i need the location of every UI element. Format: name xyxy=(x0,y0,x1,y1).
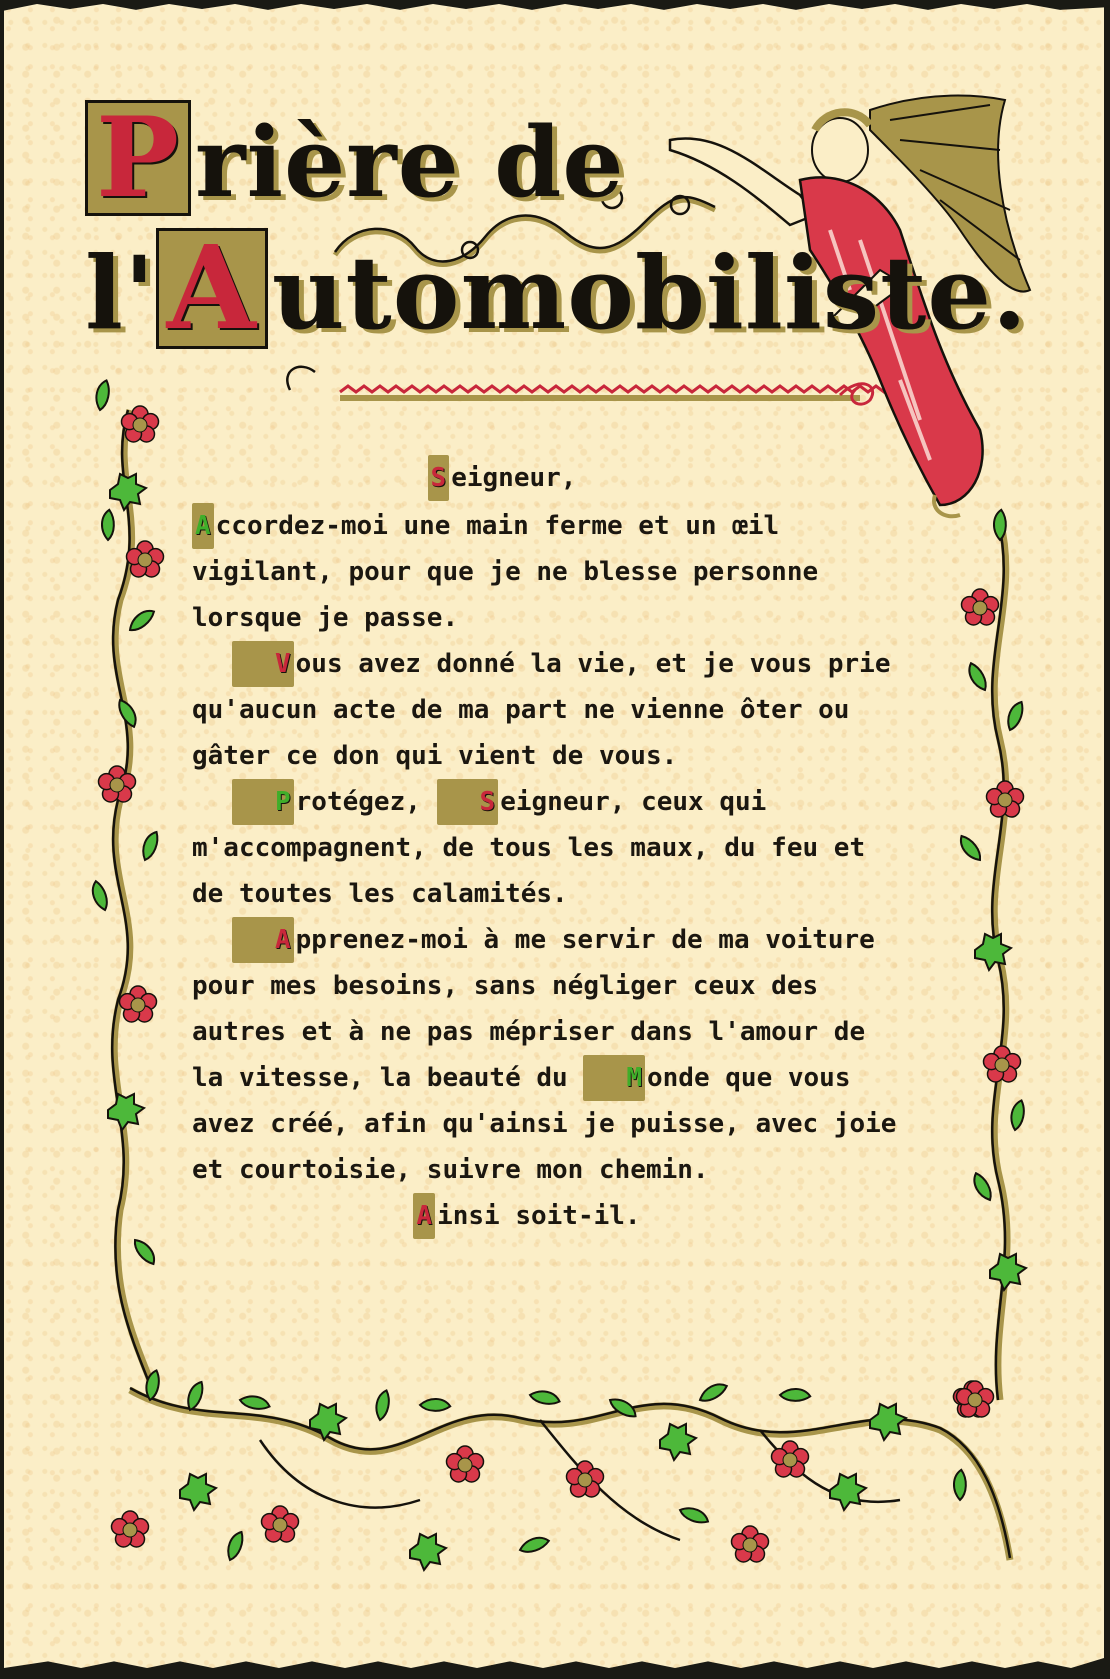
title-initial-p: P xyxy=(85,100,191,216)
left-floral-border xyxy=(91,379,164,1380)
inline-cap: M xyxy=(583,1055,645,1101)
drop-cap: S xyxy=(428,455,450,501)
paragraph-text: rotégez, xyxy=(295,787,437,817)
closing-text: insi soit-il. xyxy=(437,1201,641,1231)
title-line-1 xyxy=(85,93,625,223)
title-line-2-text: utomobiliste. xyxy=(271,234,1028,352)
paragraph-4 xyxy=(192,917,902,1193)
drop-cap: A xyxy=(232,917,294,963)
drop-cap: P xyxy=(232,779,294,825)
right-floral-border xyxy=(954,509,1029,1417)
inline-cap: S xyxy=(437,779,499,825)
salutation xyxy=(192,455,902,501)
paragraph-text: ccordez-moi une main ferme et un œil vigilant, pour que je ne blesse personne lorsque je passe. xyxy=(192,511,819,633)
paragraph-text: pprenez-moi à me servir de ma voiture pour mes besoins, sans négliger ceux des autres et à ne pas mépriser dans l'amour de la vitesse, la beauté du xyxy=(192,925,875,1093)
title-line-2-prefix: l' xyxy=(85,234,156,352)
drop-cap: A xyxy=(413,1193,435,1239)
paragraph-text: eigneur, ceux qui m'accompagnent, de tous les maux, du feu et de toutes les calamités. xyxy=(192,787,866,909)
drop-cap: V xyxy=(232,641,294,687)
paragraph-3 xyxy=(192,779,902,917)
salutation-text: eigneur, xyxy=(451,463,577,493)
paragraph-text: ous avez donné la vie, et je vous prie qu'aucun acte de ma part ne vienne ôter ou gâter ce don qui vient de vous. xyxy=(192,649,891,771)
title-line-2 xyxy=(85,221,1028,356)
paragraph-text: onde que vous avez créé, afin qu'ainsi je puisse, avec joie et courtoisie, suivre mon chemin. xyxy=(192,1063,897,1185)
drop-cap: A xyxy=(192,503,214,549)
bottom-floral-garland xyxy=(112,1369,1011,1570)
paragraph-2 xyxy=(192,641,902,779)
title-line-1-text: rière de xyxy=(195,106,625,219)
prayer-body xyxy=(192,455,902,1239)
paragraph-1 xyxy=(192,503,902,641)
title-underline xyxy=(287,367,932,404)
title-initial-a: A xyxy=(156,228,268,349)
closing xyxy=(192,1193,902,1239)
